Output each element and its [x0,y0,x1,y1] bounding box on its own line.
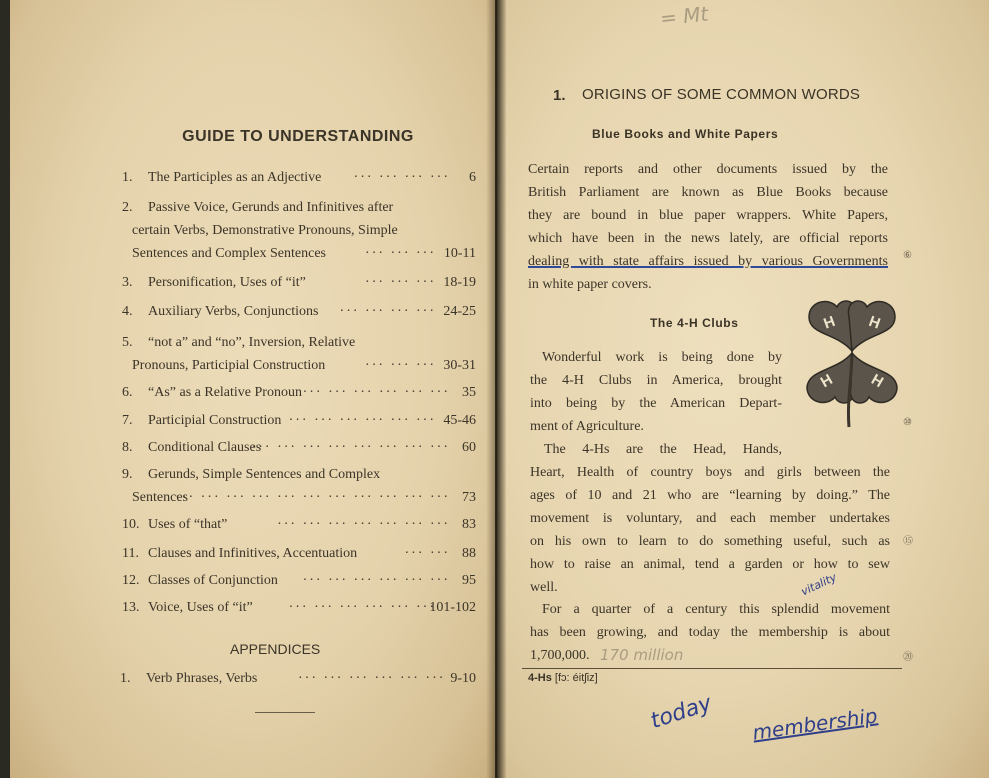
toc-entry-text: certain Verbs, Demonstrative Pronouns, Simple [132,223,398,238]
appendix-page: 9-10 [450,671,476,686]
toc-entry-number: 7. [122,413,133,428]
four-h-clover-icon [797,293,907,428]
toc-entry-text: Gerunds, Simple Sentences and Complex [148,467,381,482]
toc-entry-text: Clauses and Infinitives, Accentuation [148,546,358,561]
section-title-blue-books: Blue Books and White Papers [592,127,779,141]
toc-entry-number: 11. [122,546,139,561]
toc-entry-dots: ··· ··· ··· ··· ··· ··· ··· ··· [251,440,450,455]
text-line: Heart, Health of country boys and girls between the [530,465,890,480]
toc-entry-dots: ··· ··· ··· ··· ··· ··· [302,385,450,400]
toc-entry-dots: ··· ··· ··· ··· ··· ··· [288,413,436,428]
toc-entry-number: 6. [122,385,133,400]
text-line: they are bound in blue paper wrappers. White Papers, [528,208,888,223]
text-line: in white paper covers. [528,277,652,292]
section-title-4h-clubs: The 4-H Clubs [650,316,739,330]
appendix-number: 1. [120,671,131,686]
toc-entry-dots: ··· ··· ··· ··· [353,170,450,185]
toc-entry-text: Passive Voice, Gerunds and Infinitives after [148,200,394,215]
line-marker: ⑩ [903,417,912,428]
footnote-pronunciation: [fɔ: éitʃiz] [554,672,598,684]
toc-entry-number: 2. [122,200,133,215]
toc-entry-page: 88 [462,546,476,561]
appendix-dots: ··· ··· ··· ··· ··· ··· [298,671,446,686]
toc-title: GUIDE TO UNDERSTANDING [182,128,414,145]
toc-entry-page: 24-25 [443,304,476,319]
text-line: has been growing, and today the membership is about [530,625,890,640]
toc-entry-page: 83 [462,517,476,532]
toc-entry-text: Conditional Clauses [148,440,262,455]
text-line: the 4-H Clubs in America, brought [530,373,782,388]
toc-entry-dots: ··· ··· ··· ··· ··· ··· ··· ··· ··· ··· ··· [175,490,450,505]
toc-entry-text: “As” as a Relative Pronoun [148,385,302,400]
toc-entry-number: 5. [122,335,133,350]
footnote-rule [522,668,902,669]
toc-entry-page: 73 [462,490,476,505]
toc-entry-dots: ··· ··· ··· ··· [339,304,436,319]
toc-entry-text: Classes of Conjunction [148,573,278,588]
line-marker: ⑥ [903,250,912,261]
footnote-term: 4-Hs [528,672,552,684]
handwriting-vitality: vitality [799,570,839,599]
clover-letter: H [868,371,887,392]
toc-entry-text: Auxiliary Verbs, Conjunctions [148,304,319,319]
toc-entry-page: 18-19 [443,275,476,290]
handwriting-today: today [647,690,715,735]
line-marker: ⑮ [903,536,913,547]
text-line: into being by the American Depart- [530,396,782,411]
text-line: For a quarter of a century this splendid movement [542,602,890,617]
toc-entry-number: 9. [122,467,133,482]
toc-entry-text: The Participles as an Adjective [148,170,322,185]
appendix-text: Verb Phrases, Verbs [146,671,258,686]
paragraph-growth [530,598,890,667]
text-line: ages of 10 and 21 who are “learning by doing.” The [530,488,890,503]
text-line: ment of Agriculture. [530,419,644,434]
pencil-note-million: 170 million [600,646,684,664]
handwriting-membership: membership [750,703,879,745]
toc-entry-number: 12. [122,573,140,588]
toc-entry-page: 30-31 [443,358,476,373]
pencil-note-top: = Mt [658,1,710,31]
toc-entry-page: 10-11 [443,246,476,261]
book-gutter [486,0,506,778]
toc-entry-number: 8. [122,440,133,455]
text-line: which have been in the news lately, are official reports [528,231,888,246]
toc-entry-dots: ··· ··· ··· ··· ··· ··· ··· [277,517,450,532]
toc-entry-dots: ··· ··· ··· [365,275,436,290]
toc-entry-text: Uses of “that” [148,517,228,532]
toc-entry-text: Participial Construction [148,413,282,428]
toc-entry-number: 3. [122,275,133,290]
clover-letter: H [821,312,838,333]
footnote [528,672,598,684]
toc-entry-page: 101-102 [429,600,476,615]
toc-entry-page: 45-46 [443,413,476,428]
text-line: The 4-Hs are the Head, Hands, [544,442,782,457]
chapter-number: 1. [553,87,566,104]
toc-entry-dots: ··· ··· ··· [365,358,436,373]
toc-entry-dots: ··· ··· ··· ··· ··· ··· [288,600,436,615]
toc-entry-number: 1. [122,170,133,185]
paragraph-4h-clubs-intro [530,346,782,461]
clover-letter: H [817,371,836,392]
clover-letter: H [866,312,883,333]
closing-rule [255,712,315,713]
toc-entry-page: 60 [462,440,476,455]
appendices-title: APPENDICES [230,641,321,657]
line-marker: ⑳ [903,652,913,663]
toc-entry-text: Pronouns, Participial Construction [132,358,326,373]
toc-entry-text: Personification, Uses of “it” [148,275,306,290]
toc-entry-number: 10. [122,517,140,532]
toc-entry-number: 4. [122,304,133,319]
text-line: well. [530,580,558,595]
toc-entry-text: Voice, Uses of “it” [148,600,253,615]
toc-entry-text: Sentences [132,490,188,505]
toc-entry-page: 6 [469,170,476,185]
text-line: Wonderful work is being done by [542,350,782,365]
text-line: 1,700,000. [530,648,590,663]
text-line: Certain reports and other documents issued by the [528,162,888,177]
toc-entry-text: Sentences and Complex Sentences [132,246,327,261]
text-line: movement is voluntary, and each member undertakes [530,511,890,526]
text-line: on his own to learn to do something useful, such as [530,534,890,549]
toc-entry-dots: ··· ··· ··· ··· ··· ··· [302,573,450,588]
chapter-title: ORIGINS OF SOME COMMON WORDS [582,86,861,103]
text-line: British Parliament are known as Blue Books because [528,185,888,200]
toc-entry-page: 95 [462,573,476,588]
toc-entry-number: 13. [122,600,140,615]
paragraph-blue-books [528,158,888,296]
toc-entry-text: “not a” and “no”, Inversion, Relative [148,335,356,350]
toc-entry-page: 35 [462,385,476,400]
toc-entry-dots: ··· ··· ··· [365,246,436,261]
text-line: dealing with state affairs issued by various Governments [528,254,888,269]
text-line: how to raise an animal, tend a garden or how to sew [530,557,890,572]
toc-entry-dots: ··· ··· [404,546,450,561]
